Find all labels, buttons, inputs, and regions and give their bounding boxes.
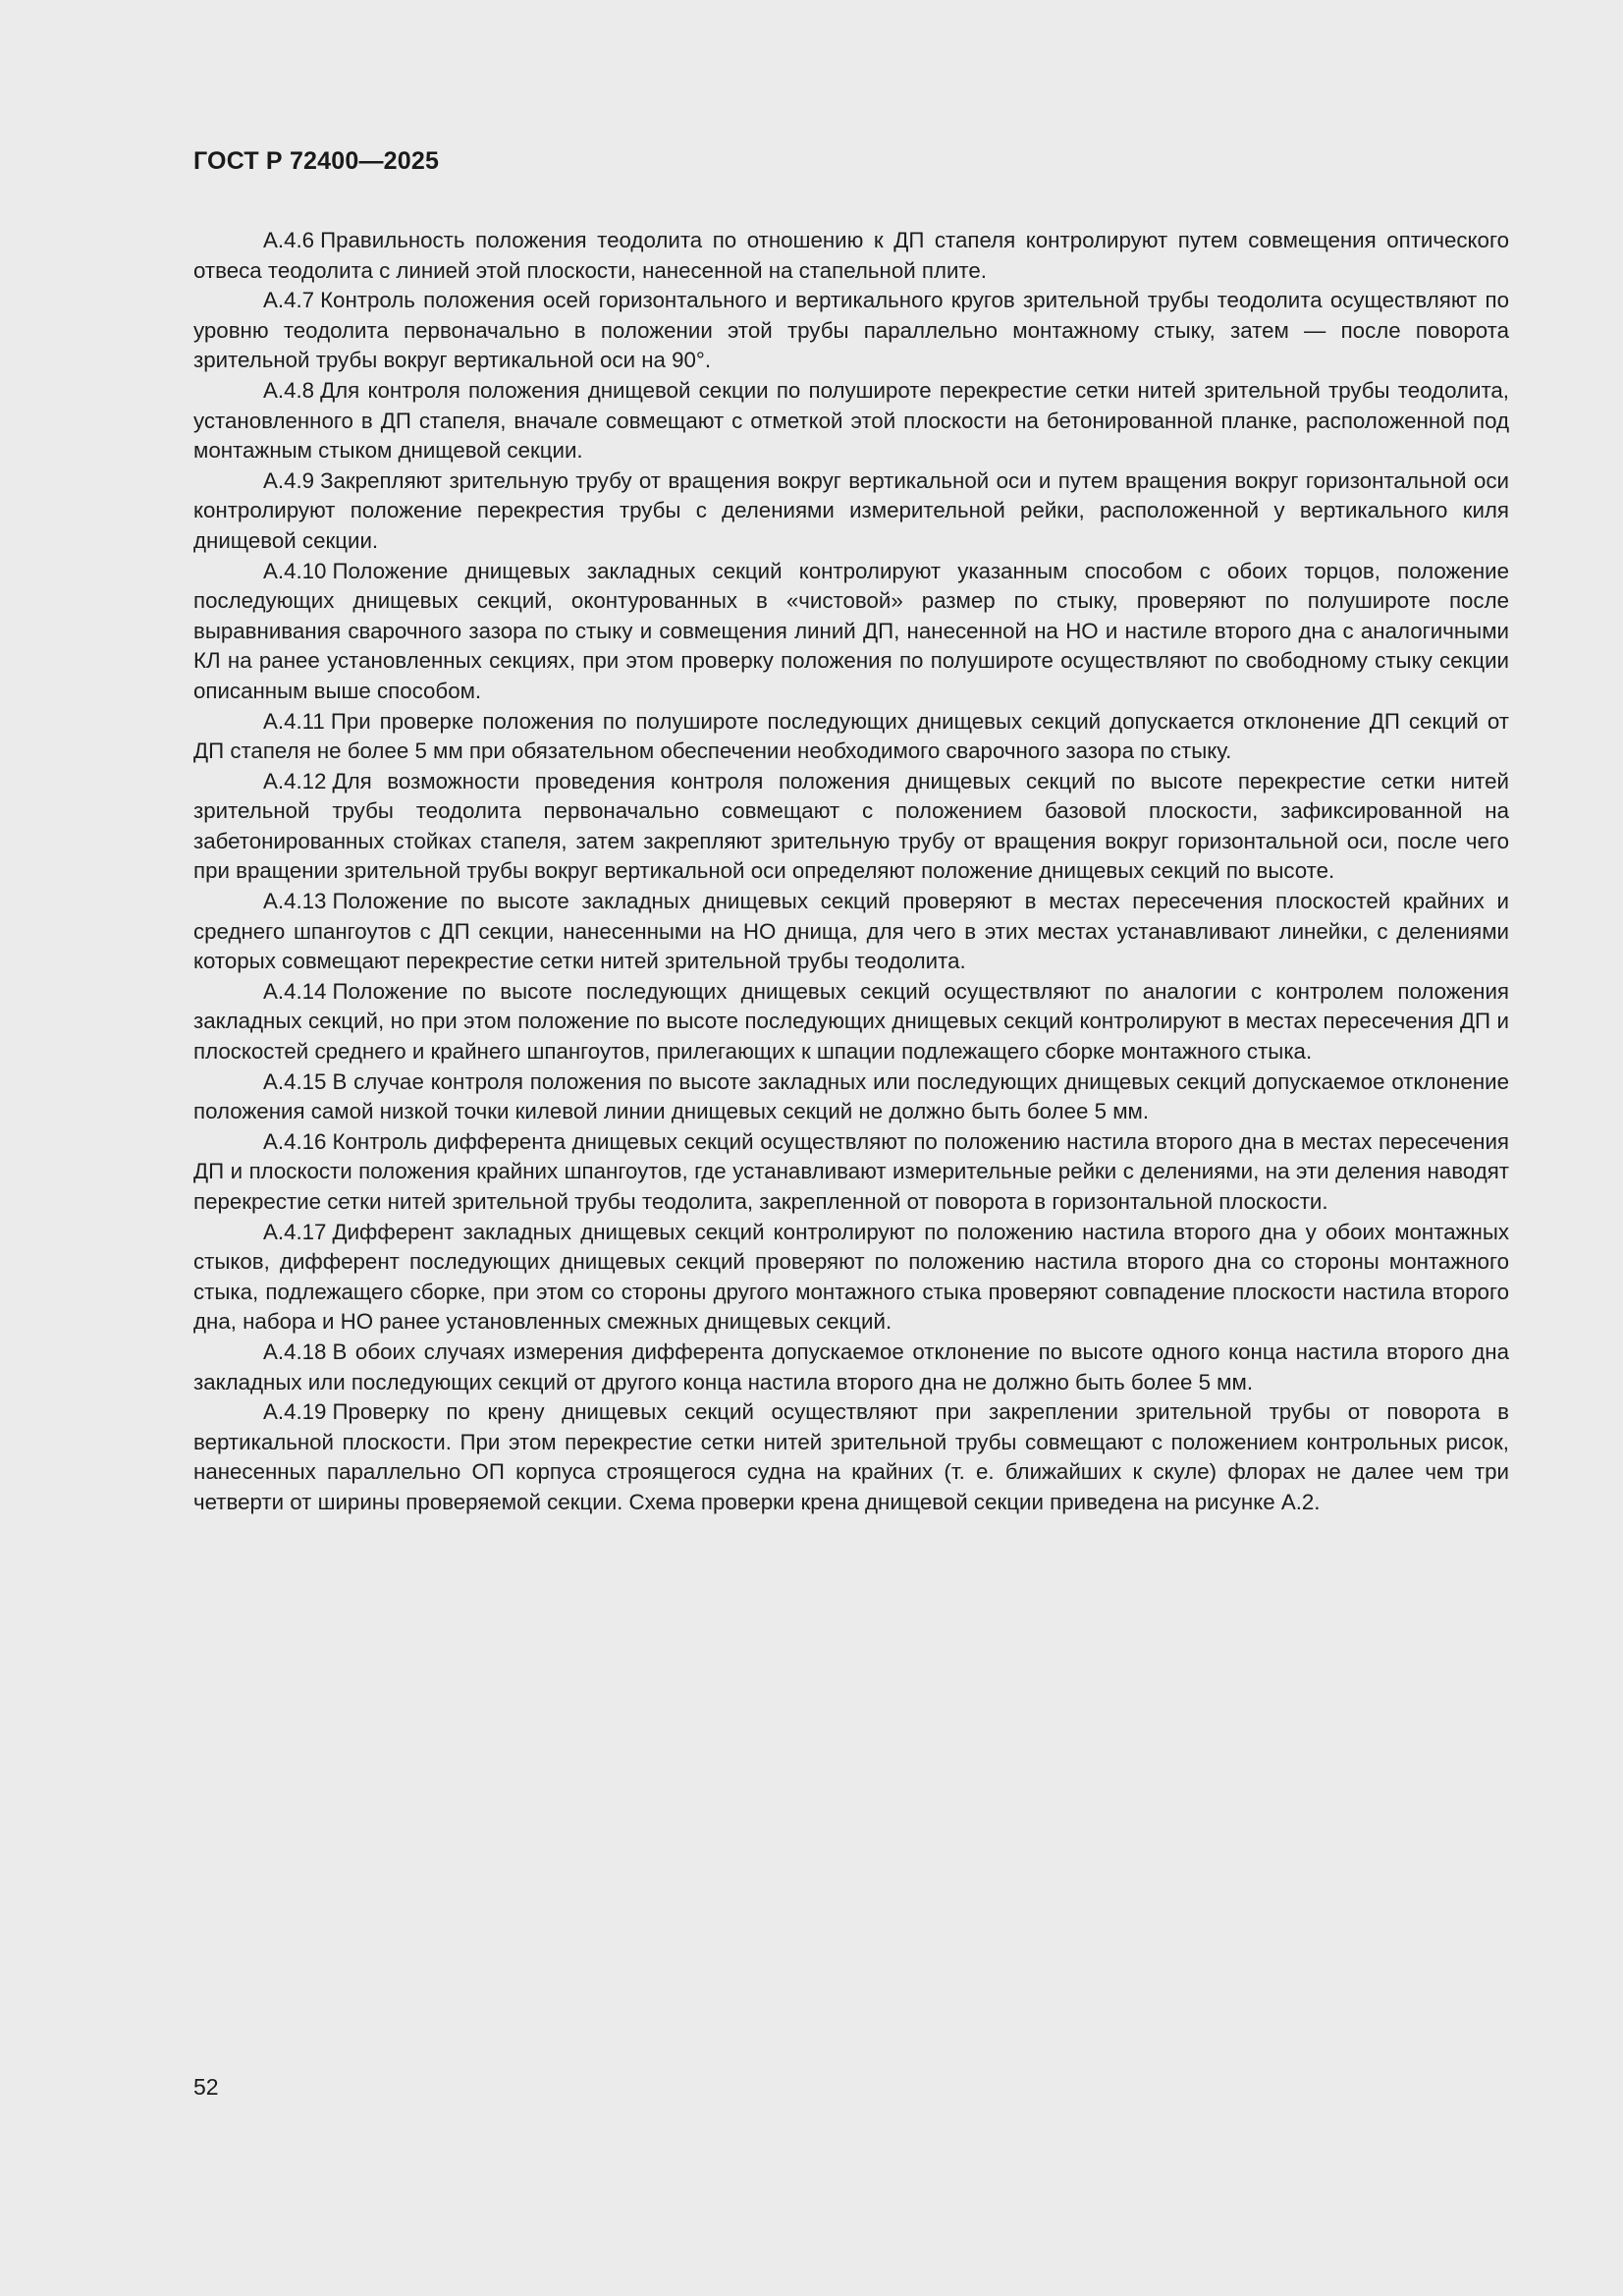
paragraph-a-4-15 xyxy=(193,1067,1509,1127)
paragraph-text: При проверке положения по полушироте последующих днищевых секций допускается отклонение ДП секций от ДП стапеля не более 5 мм при обязательном обеспечении необходимого сварочного зазора по стыку. xyxy=(193,708,1509,764)
paragraph-number: А.4.18 xyxy=(263,1339,327,1364)
paragraph-a-4-11 xyxy=(193,707,1509,767)
paragraph-a-4-16 xyxy=(193,1127,1509,1218)
paragraph-a-4-10 xyxy=(193,557,1509,707)
paragraph-a-4-14 xyxy=(193,977,1509,1067)
paragraph-a-4-19 xyxy=(193,1397,1509,1517)
paragraph-text: Положение по высоте закладных днищевых секций проверяют в местах пересечения плоскостей крайних и среднего шпангоутов с ДП секции, нанесенными на НО днища, для чего в этих местах устанавливают линейки, с делениями которых совмещают перекрестие сетки нитей зрительной трубы теодолита. xyxy=(193,889,1509,974)
paragraph-number: А.4.16 xyxy=(263,1128,327,1154)
paragraph-a-4-6 xyxy=(193,226,1509,286)
paragraph-number: А.4.19 xyxy=(263,1399,327,1425)
paragraph-text: Для контроля положения днищевой секции по полушироте перекрестие сетки нитей зрительной трубы теодолита, установленного в ДП стапеля, вначале совмещают с отметкой этой плоскости на бетонированной планке, расположенной под монтажным стыком днищевой секции. xyxy=(193,377,1509,464)
paragraph-text: Контроль дифферента днищевых секций осуществляют по положению настила второго дна в местах пересечения ДП и плоскости положения крайних шпангоутов, где устанавливают измерительные рейки с делениями, на эти деления наводят перекрестие сетки нитей зрительной трубы теодолита, закрепленной от поворота в горизонтальной плоскости. xyxy=(193,1128,1509,1214)
paragraph-text: Правильность положения теодолита по отношению к ДП стапеля контролируют путем совмещения оптического отвеса теодолита с линией этой плоскости, нанесенной на стапельной плите. xyxy=(193,228,1509,283)
paragraph-a-4-8 xyxy=(193,376,1509,466)
paragraph-text: Положение днищевых закладных секций контролируют указанным способом с обоих торцов, положение последующих днищевых секций, оконтурованных в «чистовой» размер по стыку, проверяют по полушироте после выравнивания сварочного зазора по стыку и совмещения линий ДП, нанесенной на НО и настиле второго дна с аналогичными КЛ на ранее установленных секциях, при этом проверку положения по полушироте осуществляют по свободному стыку секции описанным выше способом. xyxy=(193,558,1509,703)
paragraph-text: Для возможности проведения контроля положения днищевых секций по высоте перекрестие сетки нитей зрительной трубы теодолита первоначально совмещают с положением базовой плоскости, зафиксированной на забетонированных стойках стапеля, затем закрепляют зрительную трубу от вращения вокруг горизонтальной оси, после чего при вращении зрительной трубы вокруг вертикальной оси определяют положение днищевых секций по высоте. xyxy=(193,768,1509,884)
paragraph-a-4-12 xyxy=(193,767,1509,887)
paragraph-number: А.4.7 xyxy=(263,288,315,313)
paragraph-number: А.4.14 xyxy=(263,978,327,1004)
page-number: 52 xyxy=(193,2074,219,2100)
paragraph-number: А.4.9 xyxy=(263,467,315,493)
paragraph-number: А.4.11 xyxy=(263,708,325,734)
document-body xyxy=(193,226,1509,1518)
paragraph-text: Проверку по крену днищевых секций осуществляют при закреплении зрительной трубы от поворота в вертикальной плоскости. При этом перекрестие сетки нитей зрительной трубы совмещают с положением контрольных рисок, нанесенных параллельно ОП корпуса строящегося судна на крайних (т. е. ближайших к скуле) флорах не далее чем три четверти от ширины проверяемой секции. Схема проверки крена днищевой секции приведена на рисунке А.2. xyxy=(193,1399,1509,1514)
paragraph-text: Положение по высоте последующих днищевых секций осуществляют по аналогии с контролем положения закладных секций, но при этом положение по высоте последующих днищевых секций контролируют в местах пересечения ДП и плоскостей среднего и крайнего шпангоутов, прилегающих к шпации подлежащего сборке монтажного стыка. xyxy=(193,978,1509,1065)
document-header: ГОСТ Р 72400—2025 xyxy=(193,147,440,175)
paragraph-a-4-18 xyxy=(193,1338,1509,1397)
paragraph-number: А.4.6 xyxy=(263,228,315,252)
paragraph-a-4-9 xyxy=(193,466,1509,557)
paragraph-number: А.4.10 xyxy=(263,558,327,583)
paragraph-text: В обоих случаях измерения дифферента допускаемое отклонение по высоте одного конца настила второго дна закладных или последующих секций от другого конца настила второго дна не должно быть более 5 мм. xyxy=(193,1339,1509,1394)
paragraph-text: Дифферент закладных днищевых секций контролируют по положению настила второго дна у обоих монтажных стыков, дифферент последующих днищевых секций проверяют по положению настила второго дна со стороны монтажного стыка, подлежащего сборке, при этом со стороны другого монтажного стыка проверяют совпадение плоскости настила второго дна, набора и НО ранее установленных смежных днищевых секций. xyxy=(193,1219,1509,1335)
paragraph-number: А.4.15 xyxy=(263,1068,327,1094)
paragraph-number: А.4.17 xyxy=(263,1219,327,1244)
paragraph-a-4-7 xyxy=(193,286,1509,376)
paragraph-a-4-13 xyxy=(193,887,1509,977)
paragraph-number: А.4.12 xyxy=(263,768,327,793)
paragraph-text: Закрепляют зрительную трубу от вращения вокруг вертикальной оси и путем вращения вокруг горизонтальной оси контролируют положение перекрестия трубы с делениями измерительной рейки, расположенной у вертикального киля днищевой секции. xyxy=(193,467,1509,553)
paragraph-number: А.4.13 xyxy=(263,889,327,914)
paragraph-a-4-17 xyxy=(193,1218,1509,1338)
paragraph-text: В случае контроля положения по высоте закладных или последующих днищевых секций допускаемое отклонение положения самой низкой точки килевой линии днищевых секций не должно быть более 5 мм. xyxy=(193,1068,1509,1124)
paragraph-text: Контроль положения осей горизонтального и вертикального кругов зрительной трубы теодолита осуществляют по уровню теодолита первоначально в положении этой трубы параллельно монтажному стыку, затем — после поворота зрительной трубы вокруг вертикальной оси на 90°. xyxy=(193,288,1509,373)
paragraph-number: А.4.8 xyxy=(263,377,315,403)
